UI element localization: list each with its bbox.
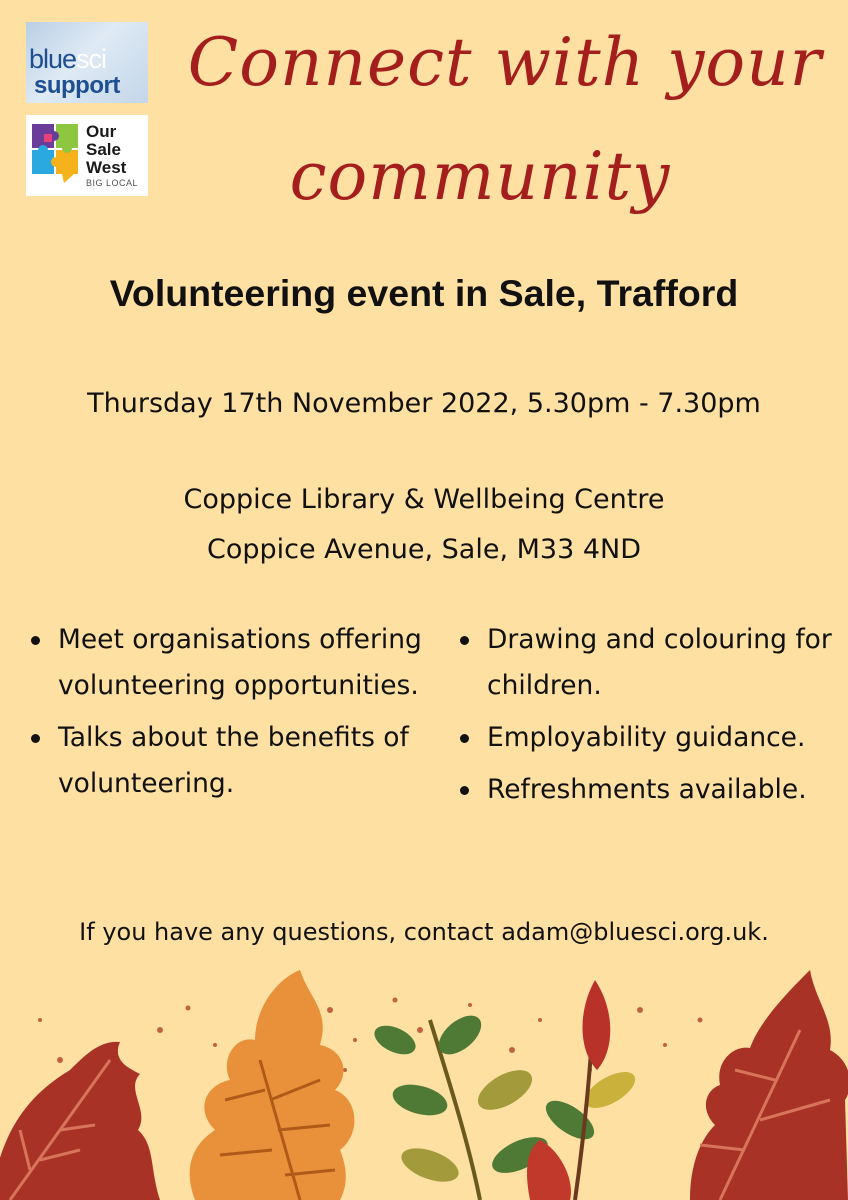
bluesci-wordmark: bluesci [29,44,107,74]
bullet-list-left [29,617,429,813]
event-headline: Volunteering event in Sale, Trafford [109,272,739,314]
list-item: Meet organisations offering volunteering opportunities. [29,617,429,709]
red-leaf-left [0,1042,160,1200]
venue-name: Coppice Library & Wellbeing Centre [183,484,665,515]
logo-text-west: West [86,158,127,177]
support-wordmark: support [34,72,120,99]
contact-line: If you have any questions, contact adam@bluesci.org.uk. [79,918,769,946]
our-sale-west-logo [26,115,148,196]
list-item: Drawing and colouring for children. [458,617,843,709]
list-item: Talks about the benefits of volunteering. [29,715,429,807]
event-date: Thursday 17th November 2022, 5.30pm - 7.30pm [87,388,761,419]
puzzle-icon [30,120,82,186]
title-line-2: community [289,138,671,215]
logo-text-big-local: BIG LOCAL [86,178,139,188]
orange-leaf [190,970,355,1200]
logo-text-sale: Sale [86,140,121,159]
venue-address: Coppice Avenue, Sale, M33 4ND [206,534,642,565]
bluesci-support-logo [26,22,148,103]
red-leaf-right [690,970,848,1200]
title-line-1: Connect with your [187,24,823,101]
list-item: Employability guidance. [458,715,843,761]
autumn-leaves-decoration [0,950,848,1200]
logo-text-our: Our [86,122,117,141]
bullet-list-right [458,617,843,819]
list-item: Refreshments available. [458,767,843,813]
